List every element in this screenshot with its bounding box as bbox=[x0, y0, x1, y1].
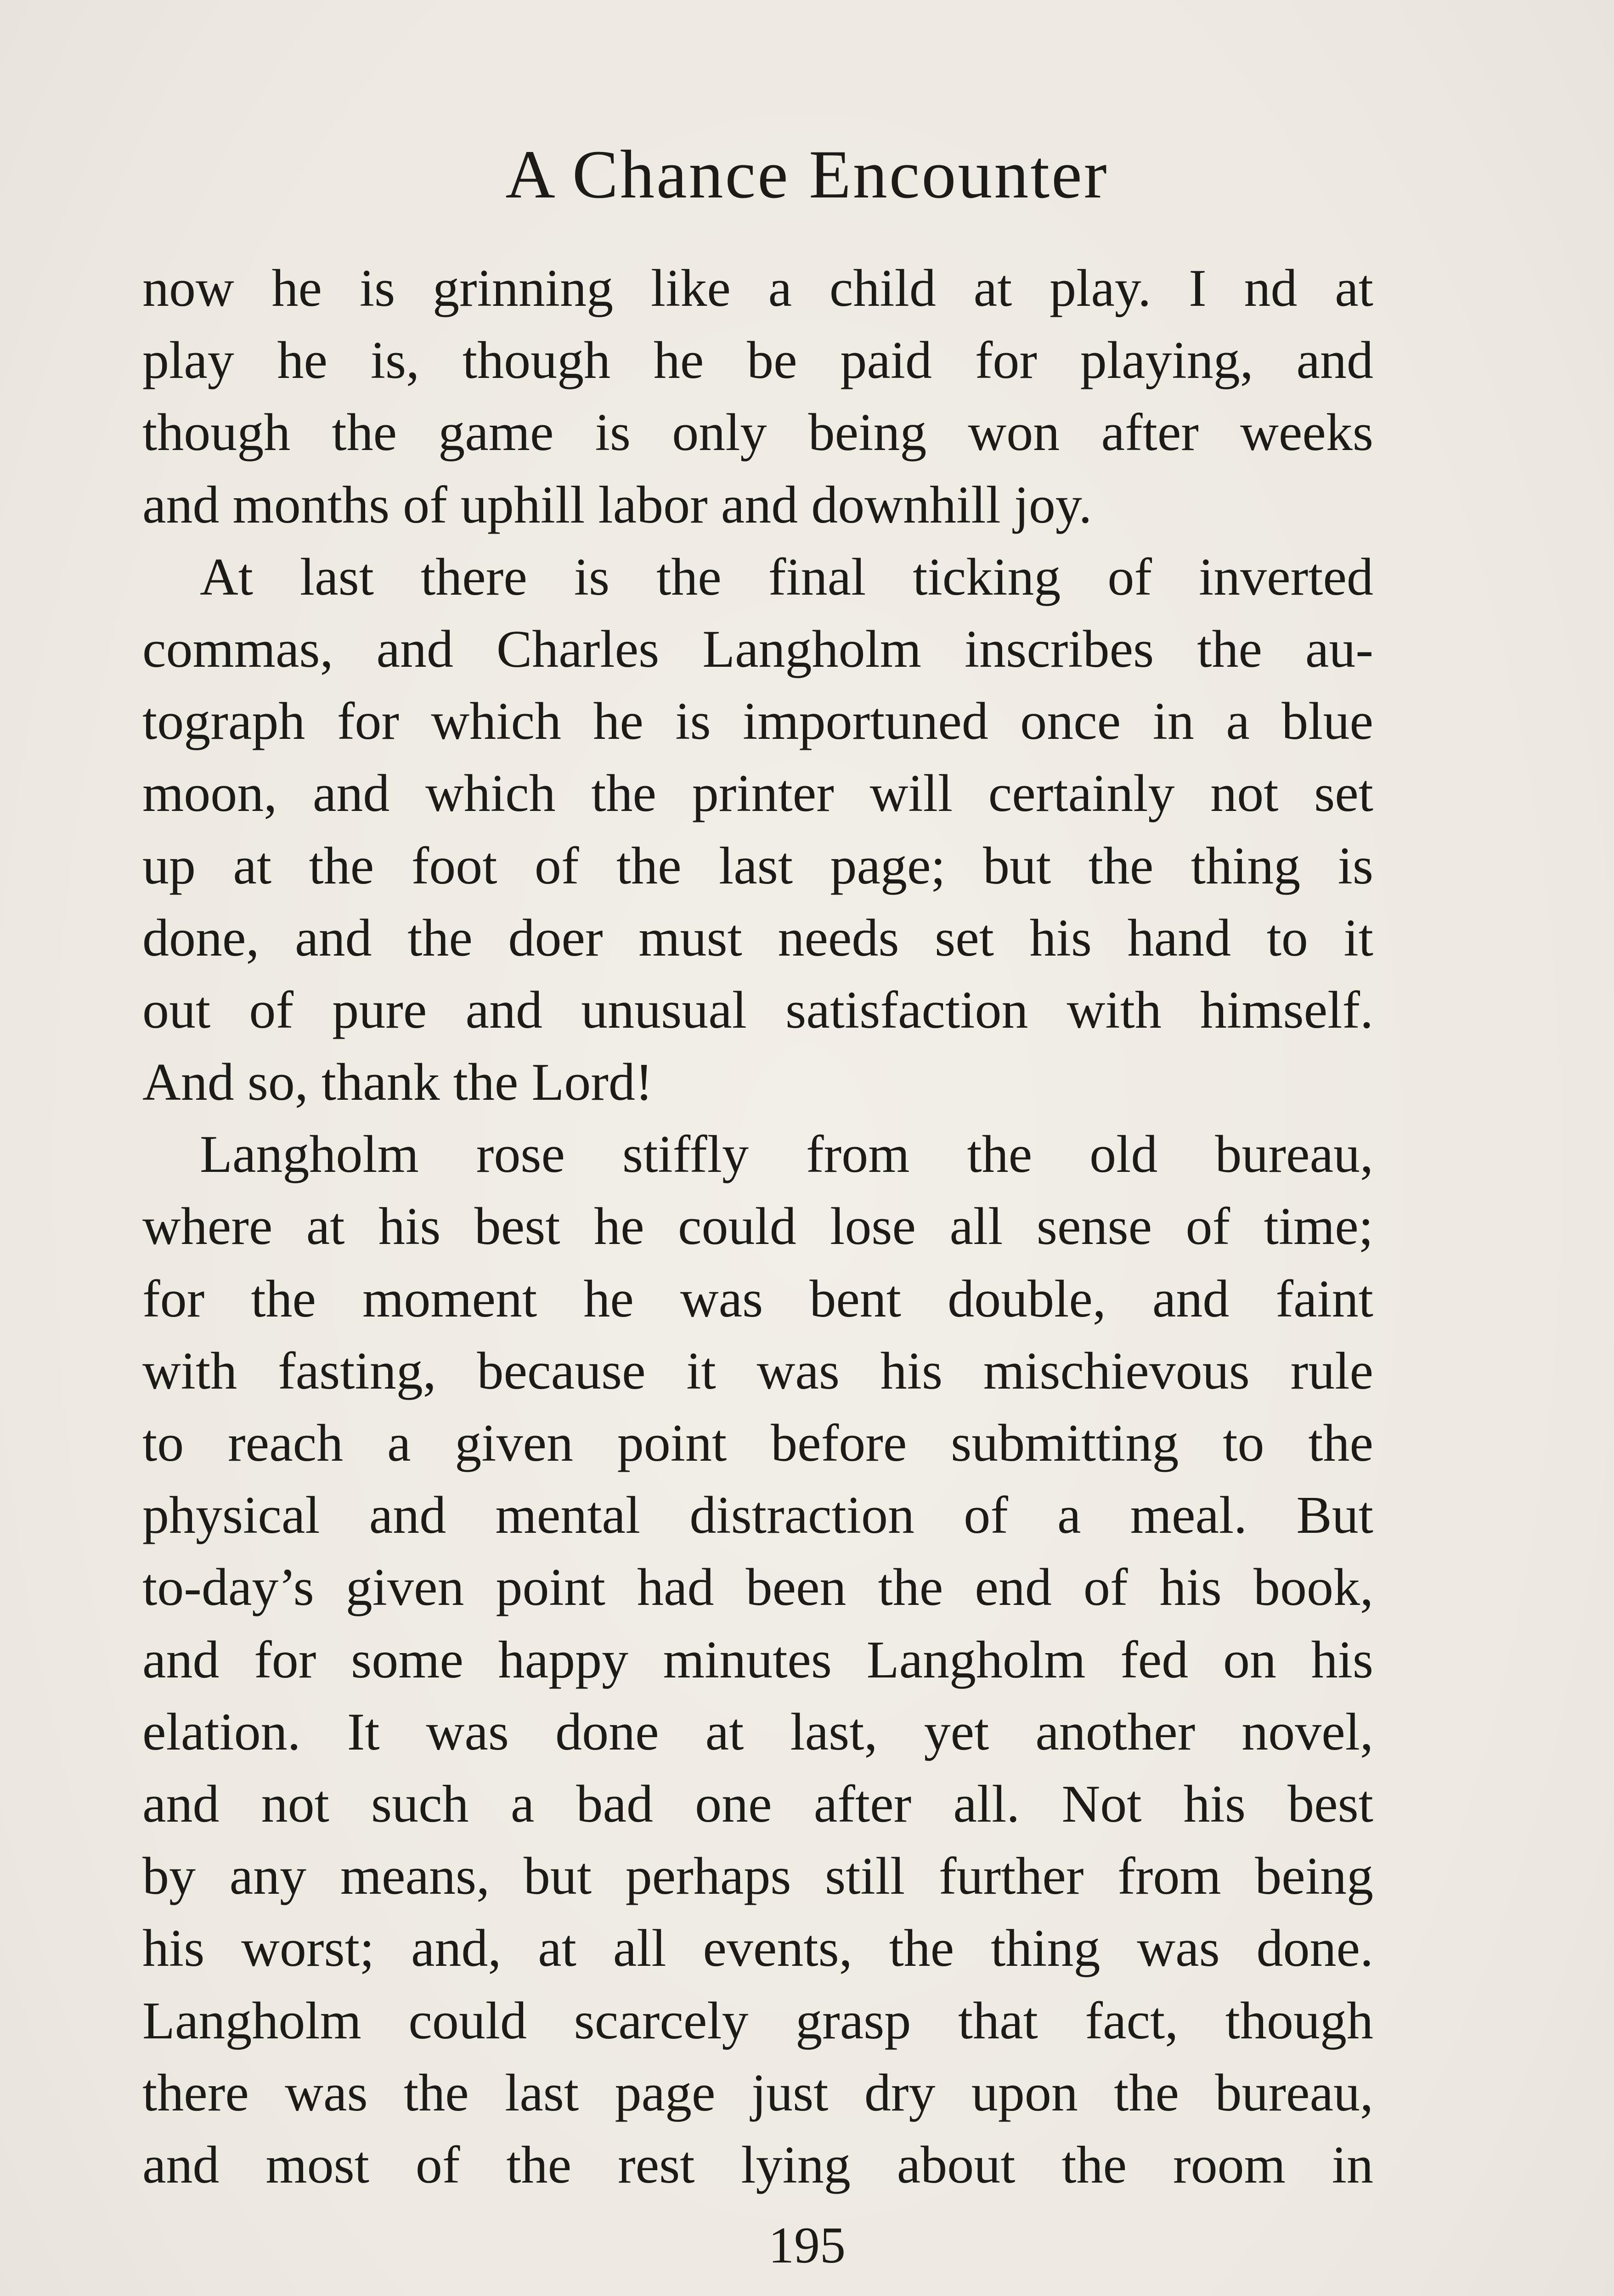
text-line: commas, and Charles Langholm inscribes the au- bbox=[142, 619, 1373, 679]
text-line: for the moment he was bent double, and faint bbox=[142, 1269, 1373, 1328]
text-line: his worst; and, at all events, the thing was done. bbox=[142, 1919, 1373, 1978]
text-line: where at his best he could lose all sense of time; bbox=[142, 1197, 1373, 1256]
text-line: and most of the rest lying about the room in bbox=[142, 2135, 1373, 2195]
text-line: Langholm rose stiffly from the old bureau, bbox=[200, 1125, 1373, 1184]
text-line: play he is, though he be paid for playing, and bbox=[142, 331, 1373, 390]
text-line: now he is grinning like a child at play. І nd at bbox=[142, 259, 1373, 318]
text-line: to reach a given point before submitting to the bbox=[142, 1414, 1373, 1473]
text-line: physical and mental distraction of a meal. But bbox=[142, 1486, 1373, 1545]
text-line: out of pure and unusual satisfaction with himself. bbox=[142, 980, 1373, 1040]
page-number: 195 bbox=[768, 2217, 846, 2274]
text-line: and months of uphill labor and downhill joy. bbox=[142, 475, 1092, 535]
text-line: up at the foot of the last page; but the thing is bbox=[142, 836, 1373, 895]
text-line: and not such a bad one after all. Not his best bbox=[142, 1774, 1373, 1834]
text-line: with fasting, because it was his mischievous rule bbox=[142, 1341, 1373, 1401]
text-line: elation. It was done at last, yet another novel, bbox=[142, 1702, 1373, 1761]
text-line: tograph for which he is importuned once in a blue bbox=[142, 692, 1373, 751]
text-line: and for some happy minutes Langholm fed on his bbox=[142, 1630, 1373, 1689]
text-line: moon, and which the printer will certainly not set bbox=[142, 764, 1373, 823]
paragraph-2 bbox=[142, 541, 1373, 1119]
text-line: by any means, but perhaps still further from being bbox=[142, 1847, 1373, 1906]
text-line: And so, thank the Lord! bbox=[142, 1053, 653, 1112]
text-line: to-day’s given point had been the end of his book, bbox=[142, 1558, 1373, 1617]
text-line: Langholm could scarcely grasp that fact, though bbox=[142, 1991, 1373, 2050]
text-line: At last there is the final ticking of inverted bbox=[200, 547, 1373, 607]
running-head: A Chance Encounter bbox=[505, 136, 1109, 213]
text-line: done, and the doer must needs set his hand to it bbox=[142, 908, 1373, 968]
paragraph-3 bbox=[142, 1119, 1373, 2201]
text-line: there was the last page just dry upon the bureau, bbox=[142, 2063, 1373, 2122]
paragraph-1 bbox=[142, 253, 1373, 541]
text-line: though the game is only being won after weeks bbox=[142, 403, 1373, 462]
body-text bbox=[142, 253, 1373, 2201]
